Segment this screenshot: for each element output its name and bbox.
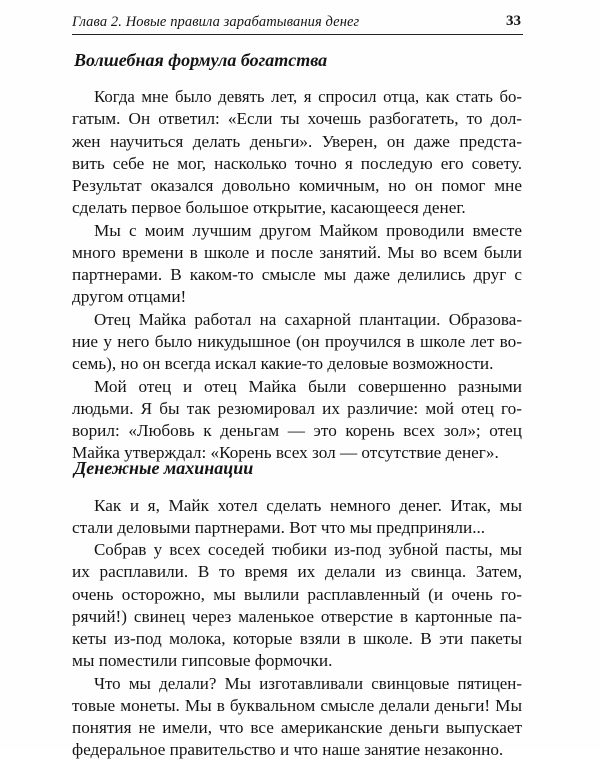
- text-line: очень осторожно, мы вылили расплавленный (и очень го-: [72, 584, 522, 604]
- text-line: их расплавили. В то время их делали из свинца. Затем,: [72, 562, 522, 582]
- text-line: Результат оказался довольно комичным, но он помог мне: [72, 176, 522, 196]
- text-line: Когда мне было девять лет, я спросил отца, как стать бо-: [94, 87, 522, 106]
- text-line: Майка утверждал: «Корень всех зол — отсутствие денег».: [72, 443, 499, 463]
- running-title: Глава 2. Новые правила зарабатывания денег: [72, 14, 360, 30]
- text-line: гатым. Он ответил: «Если ты хочешь разбогатеть, то дол-: [72, 109, 522, 129]
- section-title: Волшебная формула богатства: [74, 50, 328, 70]
- text-line: мы поместили гипсовые формочки.: [72, 651, 333, 671]
- paragraph: [72, 495, 522, 540]
- text-line: понятия не имели, что все американские деньги выпускает: [72, 718, 522, 738]
- paragraph: [72, 376, 522, 465]
- paragraph: [72, 539, 522, 673]
- text-line: ворил: «Любовь к деньгам — это корень всех зол»; отец: [72, 421, 522, 441]
- text-line: Что мы делали? Мы изготавливали свинцовые пятицен-: [94, 673, 522, 693]
- page-header: [72, 12, 523, 35]
- page-number: 33: [506, 13, 521, 29]
- text-line: людьми. Я бы так резюмировал их различие: мой отец го-: [72, 398, 522, 418]
- text-line: товые монеты. Мы в буквальном смысле делали деньги! Мы: [72, 695, 522, 715]
- paragraph: [72, 673, 522, 762]
- text-line: Мой отец и отец Майка были совершенно разными: [94, 376, 522, 396]
- text-line: партнерами. В каком-то смысле мы даже делились друг с: [72, 265, 522, 285]
- section-title: Денежные махинации: [74, 458, 254, 478]
- text-line: Как и я, Майк хотел сделать немного денег. Итак, мы: [94, 495, 522, 515]
- text-line: ние у него было никудышное (он проучился в школе лет во-: [72, 331, 522, 351]
- text-line: стали деловыми партнерами. Вот что мы предприняли...: [72, 517, 486, 537]
- text-line: Мы с моим лучшим другом Майком проводили вместе: [94, 220, 522, 240]
- paragraph: [72, 309, 522, 376]
- text-line: рячий!) свинец через маленькое отверстие в картонные па-: [72, 606, 522, 626]
- text-line: вить себе не мог, насколько точно я последую его совету.: [72, 153, 522, 173]
- text-line: федеральное правительство и что наше занятие незаконно.: [72, 740, 504, 760]
- text-line: жен научиться делать деньги». Уверен, он даже предста-: [72, 131, 522, 151]
- text-line: сделать первое большое открытие, касающееся денег.: [72, 198, 466, 218]
- text-line: семь), но он всегда искал какие-то деловые возможности.: [72, 354, 494, 374]
- paragraph: [72, 86, 522, 220]
- text-line: Собрав у всех соседей тюбики из-под зубной пасты, мы: [94, 540, 522, 559]
- text-line: другом отцами!: [72, 287, 187, 307]
- paragraph: [72, 220, 522, 309]
- text-line: много времени в школе и после занятий. Мы во всем были: [72, 242, 522, 262]
- text-line: кеты из-под молока, которые взяли в школе. В эти пакеты: [72, 629, 522, 649]
- text-line: Отец Майка работал на сахарной плантации. Образова-: [94, 309, 522, 329]
